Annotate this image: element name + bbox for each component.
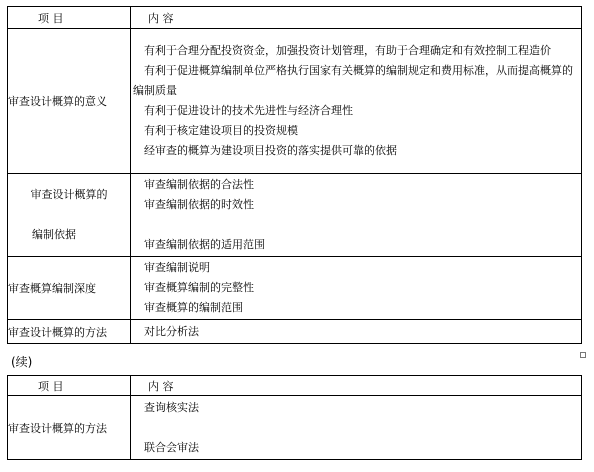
content-line: 有利于合理分配投资资金，加强投资计划管理，有助于合理确定和有效控制工程造价	[144, 44, 551, 57]
row-content	[131, 396, 582, 460]
continued-table	[7, 375, 582, 460]
table-row	[8, 29, 582, 174]
content-line: 审查编制依据的合法性	[144, 178, 254, 191]
table-row	[8, 174, 582, 257]
header-content: 内 容	[131, 7, 582, 29]
row-label-line2: 编制依据	[32, 228, 76, 241]
row-content	[131, 320, 582, 344]
spacer	[133, 215, 581, 235]
spacer	[133, 418, 581, 438]
row-content	[131, 257, 582, 320]
table-row	[8, 320, 582, 344]
content-line: 有利于促进概算编制单位严格执行国家有关概算的编制规定和费用标准，从而提高概算的编制质量	[133, 64, 573, 97]
row-label: 审查设计概算的意义	[8, 29, 131, 174]
table-resize-handle[interactable]	[580, 352, 586, 358]
row-label-line1: 审查设计概算的	[30, 188, 108, 201]
table-row	[8, 396, 582, 460]
content-line: 审查编制依据的时效性	[144, 198, 254, 211]
content-line: 有利于核定建设项目的投资规模	[144, 124, 298, 137]
content-line: 有利于促进设计的技术先进性与经济合理性	[144, 104, 353, 117]
content-line: 审查编制依据的适用范围	[144, 238, 265, 251]
content-line: 经审查的概算为建设项目投资的落实提供可靠的依据	[144, 144, 397, 157]
content-line: 联合会审法	[144, 440, 199, 454]
spacer	[8, 205, 130, 225]
row-label: 审查概算编制深度	[8, 257, 131, 320]
header-content: 内 容	[131, 376, 582, 396]
row-label: 审查设计概算的方法	[8, 396, 131, 460]
content-line: 审查概算的编制范围	[144, 301, 243, 314]
header-item: 项 目	[8, 376, 131, 396]
table-header-row	[8, 376, 582, 396]
content-line: 审查编制说明	[144, 261, 210, 274]
header-item: 项 目	[8, 7, 131, 29]
row-label	[8, 174, 131, 257]
row-label: 审查设计概算的方法	[8, 320, 131, 344]
main-table	[7, 6, 582, 344]
content-line: 审查概算编制的完整性	[144, 281, 254, 294]
content-line: 查询核实法	[144, 400, 199, 414]
row-content	[131, 29, 582, 174]
table-header-row	[8, 7, 582, 29]
row-content	[131, 174, 582, 257]
continued-label: (续)	[11, 355, 33, 369]
content-line: 对比分析法	[144, 324, 199, 338]
table-row	[8, 257, 582, 320]
